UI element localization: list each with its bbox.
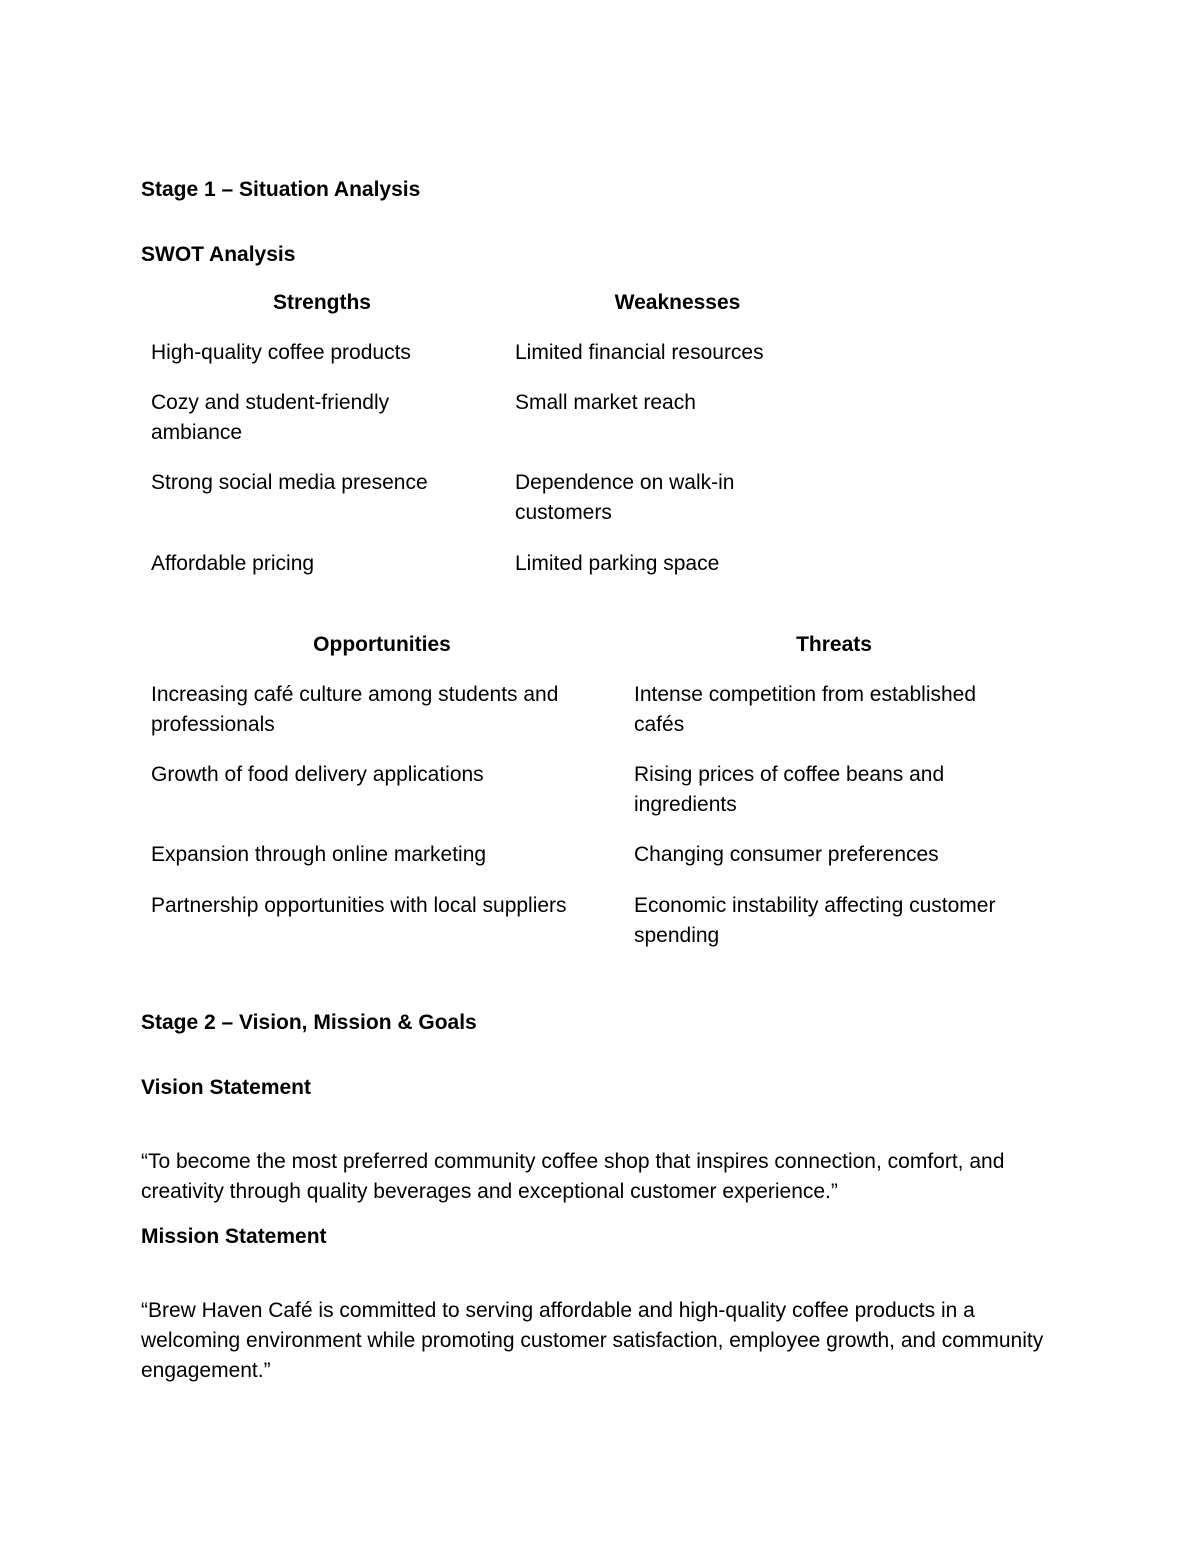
weakness-cell: Limited financial resources — [515, 341, 764, 364]
strength-cell: Cozy and student-friendly ambiance — [151, 391, 390, 444]
strength-cell: High-quality coffee products — [151, 341, 411, 364]
weakness-cell: Limited parking space — [515, 552, 720, 575]
strength-cell: Affordable pricing — [151, 552, 315, 575]
mission-statement: “Brew Haven Café is committed to serving affordable and high-quality coffee products in a welcoming environment while promoting customer satisfaction, employee growth, and community engagement.” — [141, 1299, 1044, 1382]
opportunity-cell: Expansion through online marketing — [151, 843, 487, 866]
stage2-title: Stage 2 – Vision, Mission & Goals — [141, 1011, 477, 1034]
vision-statement: “To become the most preferred community coffee shop that inspires connection, comfort, and creativity through quality beverages and exceptional customer experience.” — [141, 1150, 1005, 1203]
strength-cell: Strong social media presence — [151, 471, 428, 494]
column-header-weaknesses: Weaknesses — [614, 291, 741, 314]
swot-heading: SWOT Analysis — [141, 243, 296, 266]
threat-cell: Changing consumer preferences — [634, 843, 939, 866]
opportunity-cell: Increasing café culture among students and professionals — [151, 683, 559, 736]
threat-cell: Rising prices of coffee beans and ingredients — [634, 763, 945, 816]
weakness-cell: Dependence on walk-in customers — [515, 471, 735, 524]
vision-heading: Vision Statement — [141, 1076, 311, 1099]
column-header-strengths: Strengths — [272, 291, 371, 314]
weakness-cell: Small market reach — [515, 391, 696, 414]
column-header-opportunities: Opportunities — [313, 633, 451, 656]
opportunity-cell: Growth of food delivery applications — [151, 763, 484, 786]
opportunity-cell: Partnership opportunities with local suppliers — [151, 894, 567, 917]
stage1-title: Stage 1 – Situation Analysis — [141, 178, 421, 201]
threat-cell: Economic instability affecting customer spending — [634, 894, 996, 947]
mission-heading: Mission Statement — [141, 1225, 327, 1248]
threat-cell: Intense competition from established cafés — [634, 683, 977, 736]
column-header-threats: Threats — [796, 633, 872, 656]
